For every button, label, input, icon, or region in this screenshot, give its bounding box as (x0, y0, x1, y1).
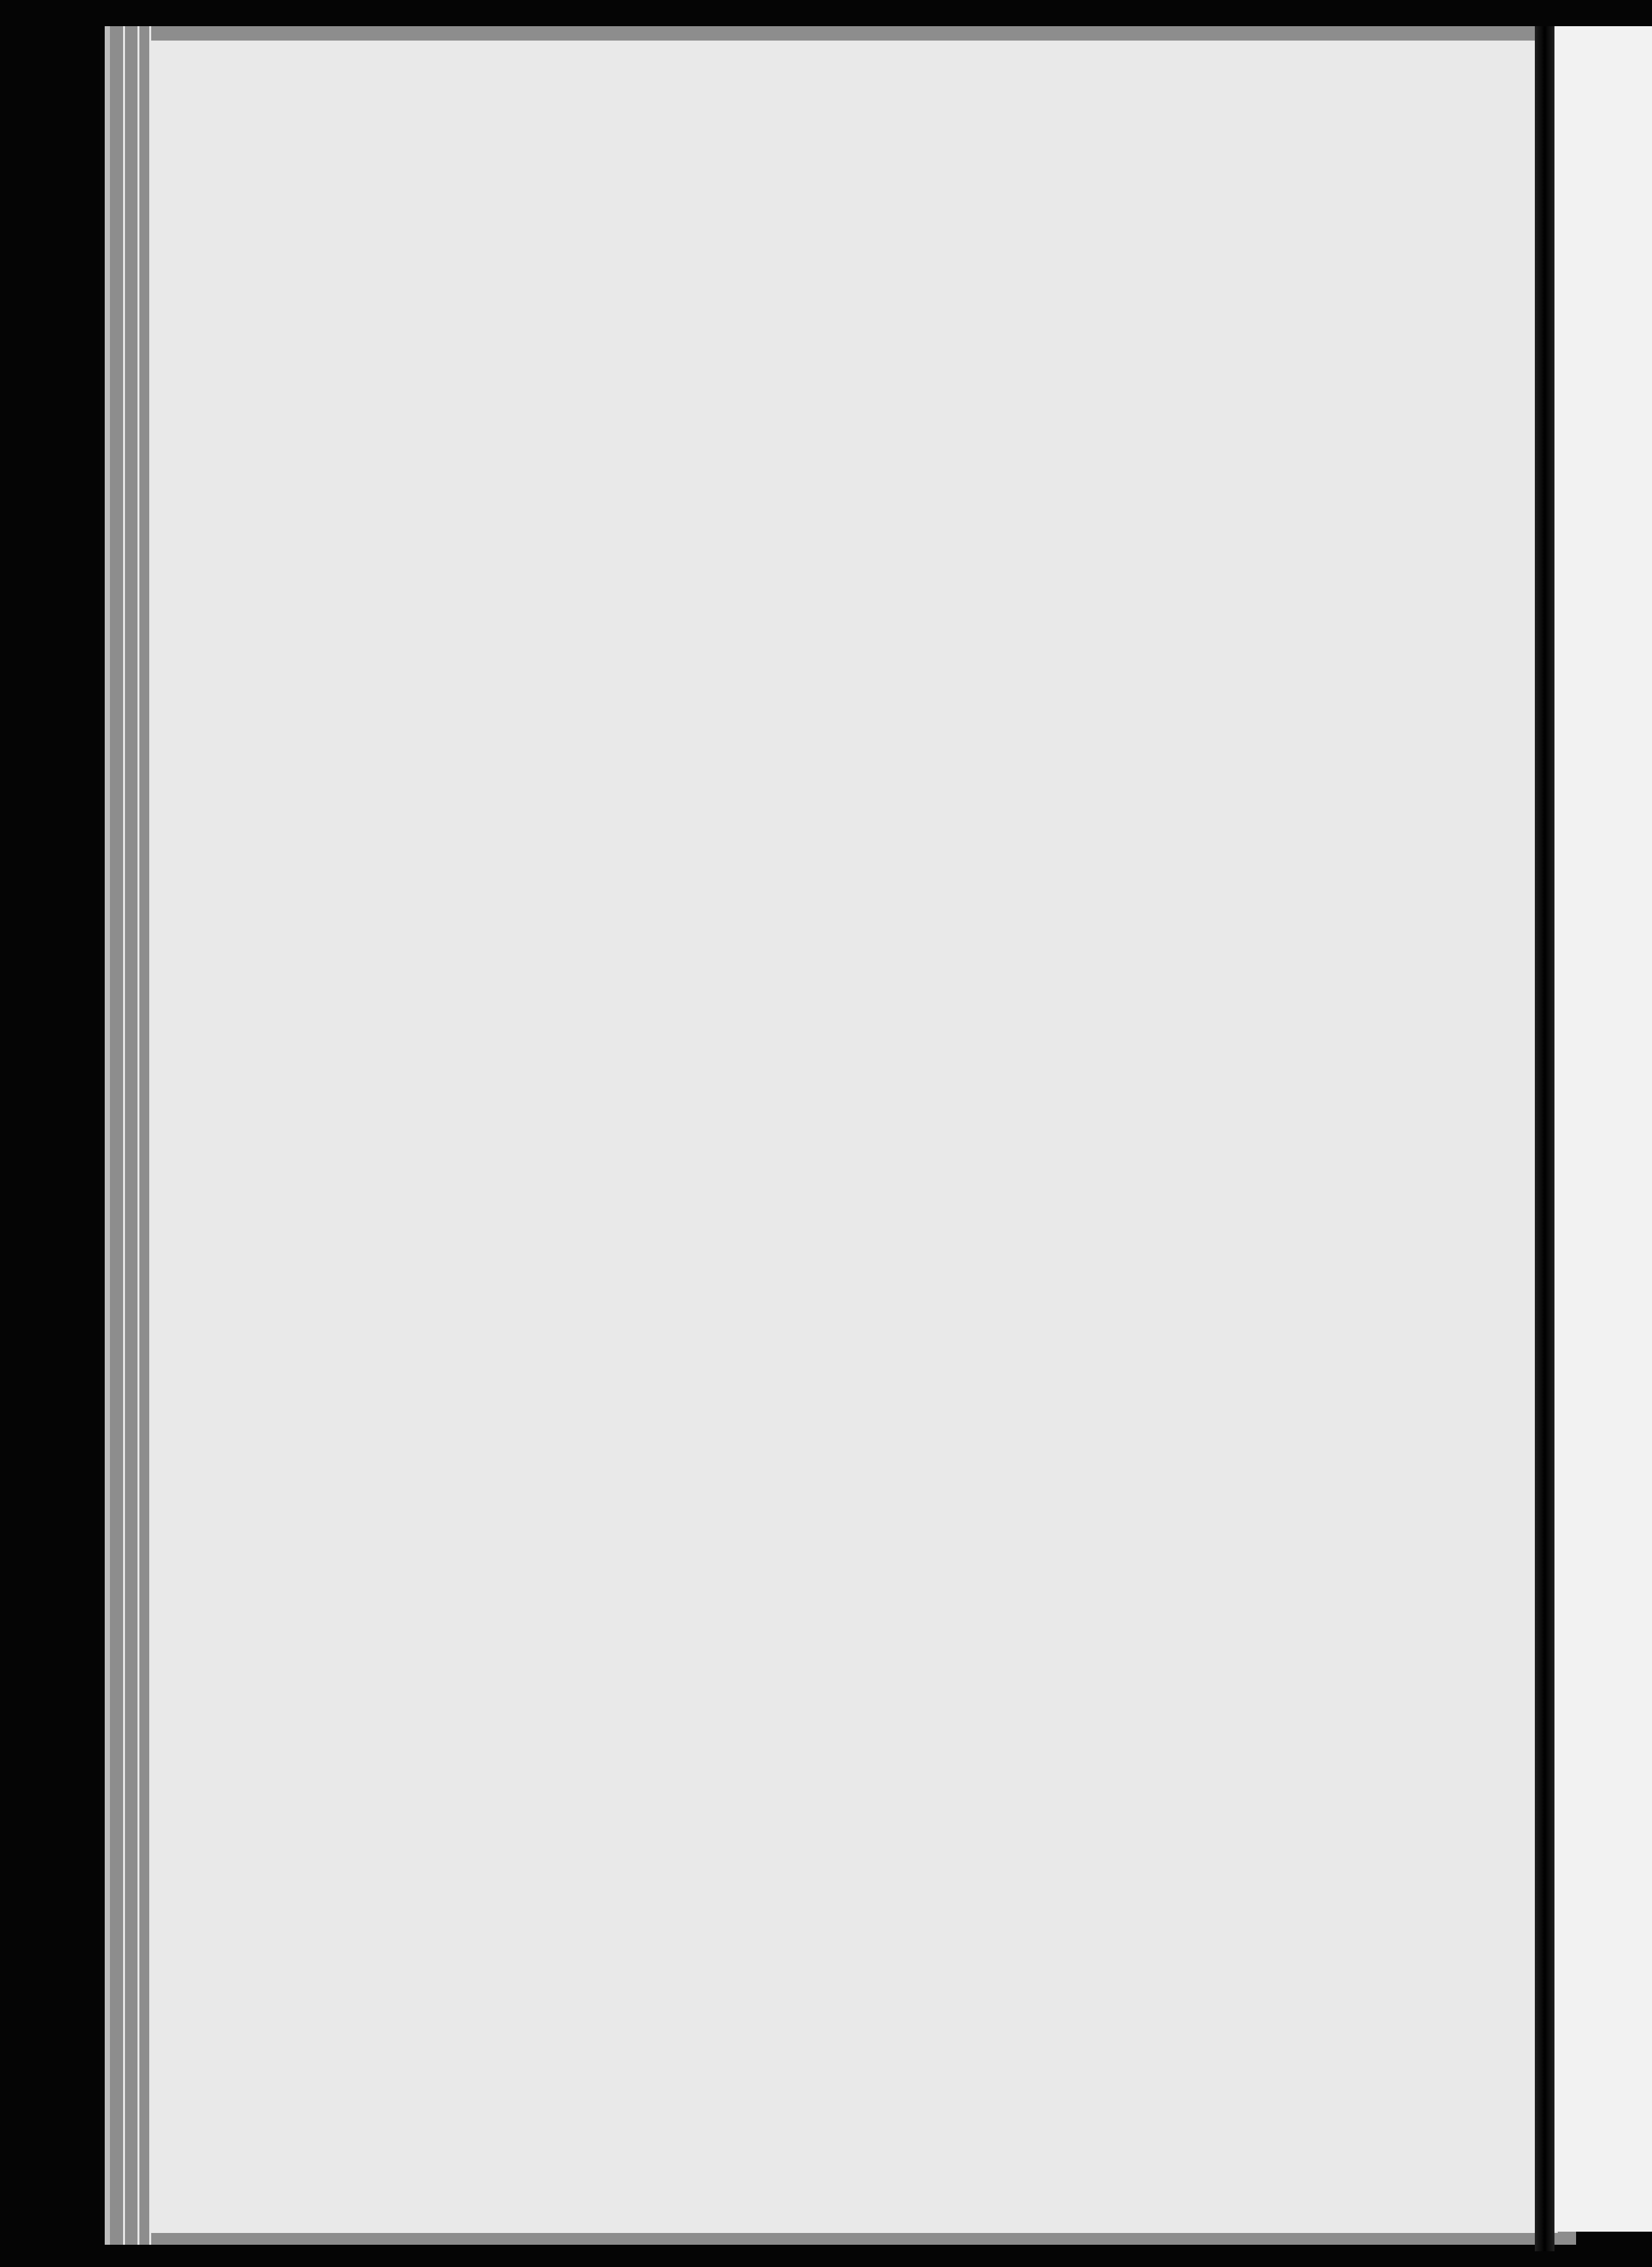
book-spine (1535, 26, 1554, 2251)
facing-page-fragment (1554, 26, 1652, 2232)
document-page (151, 41, 1558, 2233)
page-edge (123, 26, 125, 2245)
page-edge (137, 26, 139, 2245)
